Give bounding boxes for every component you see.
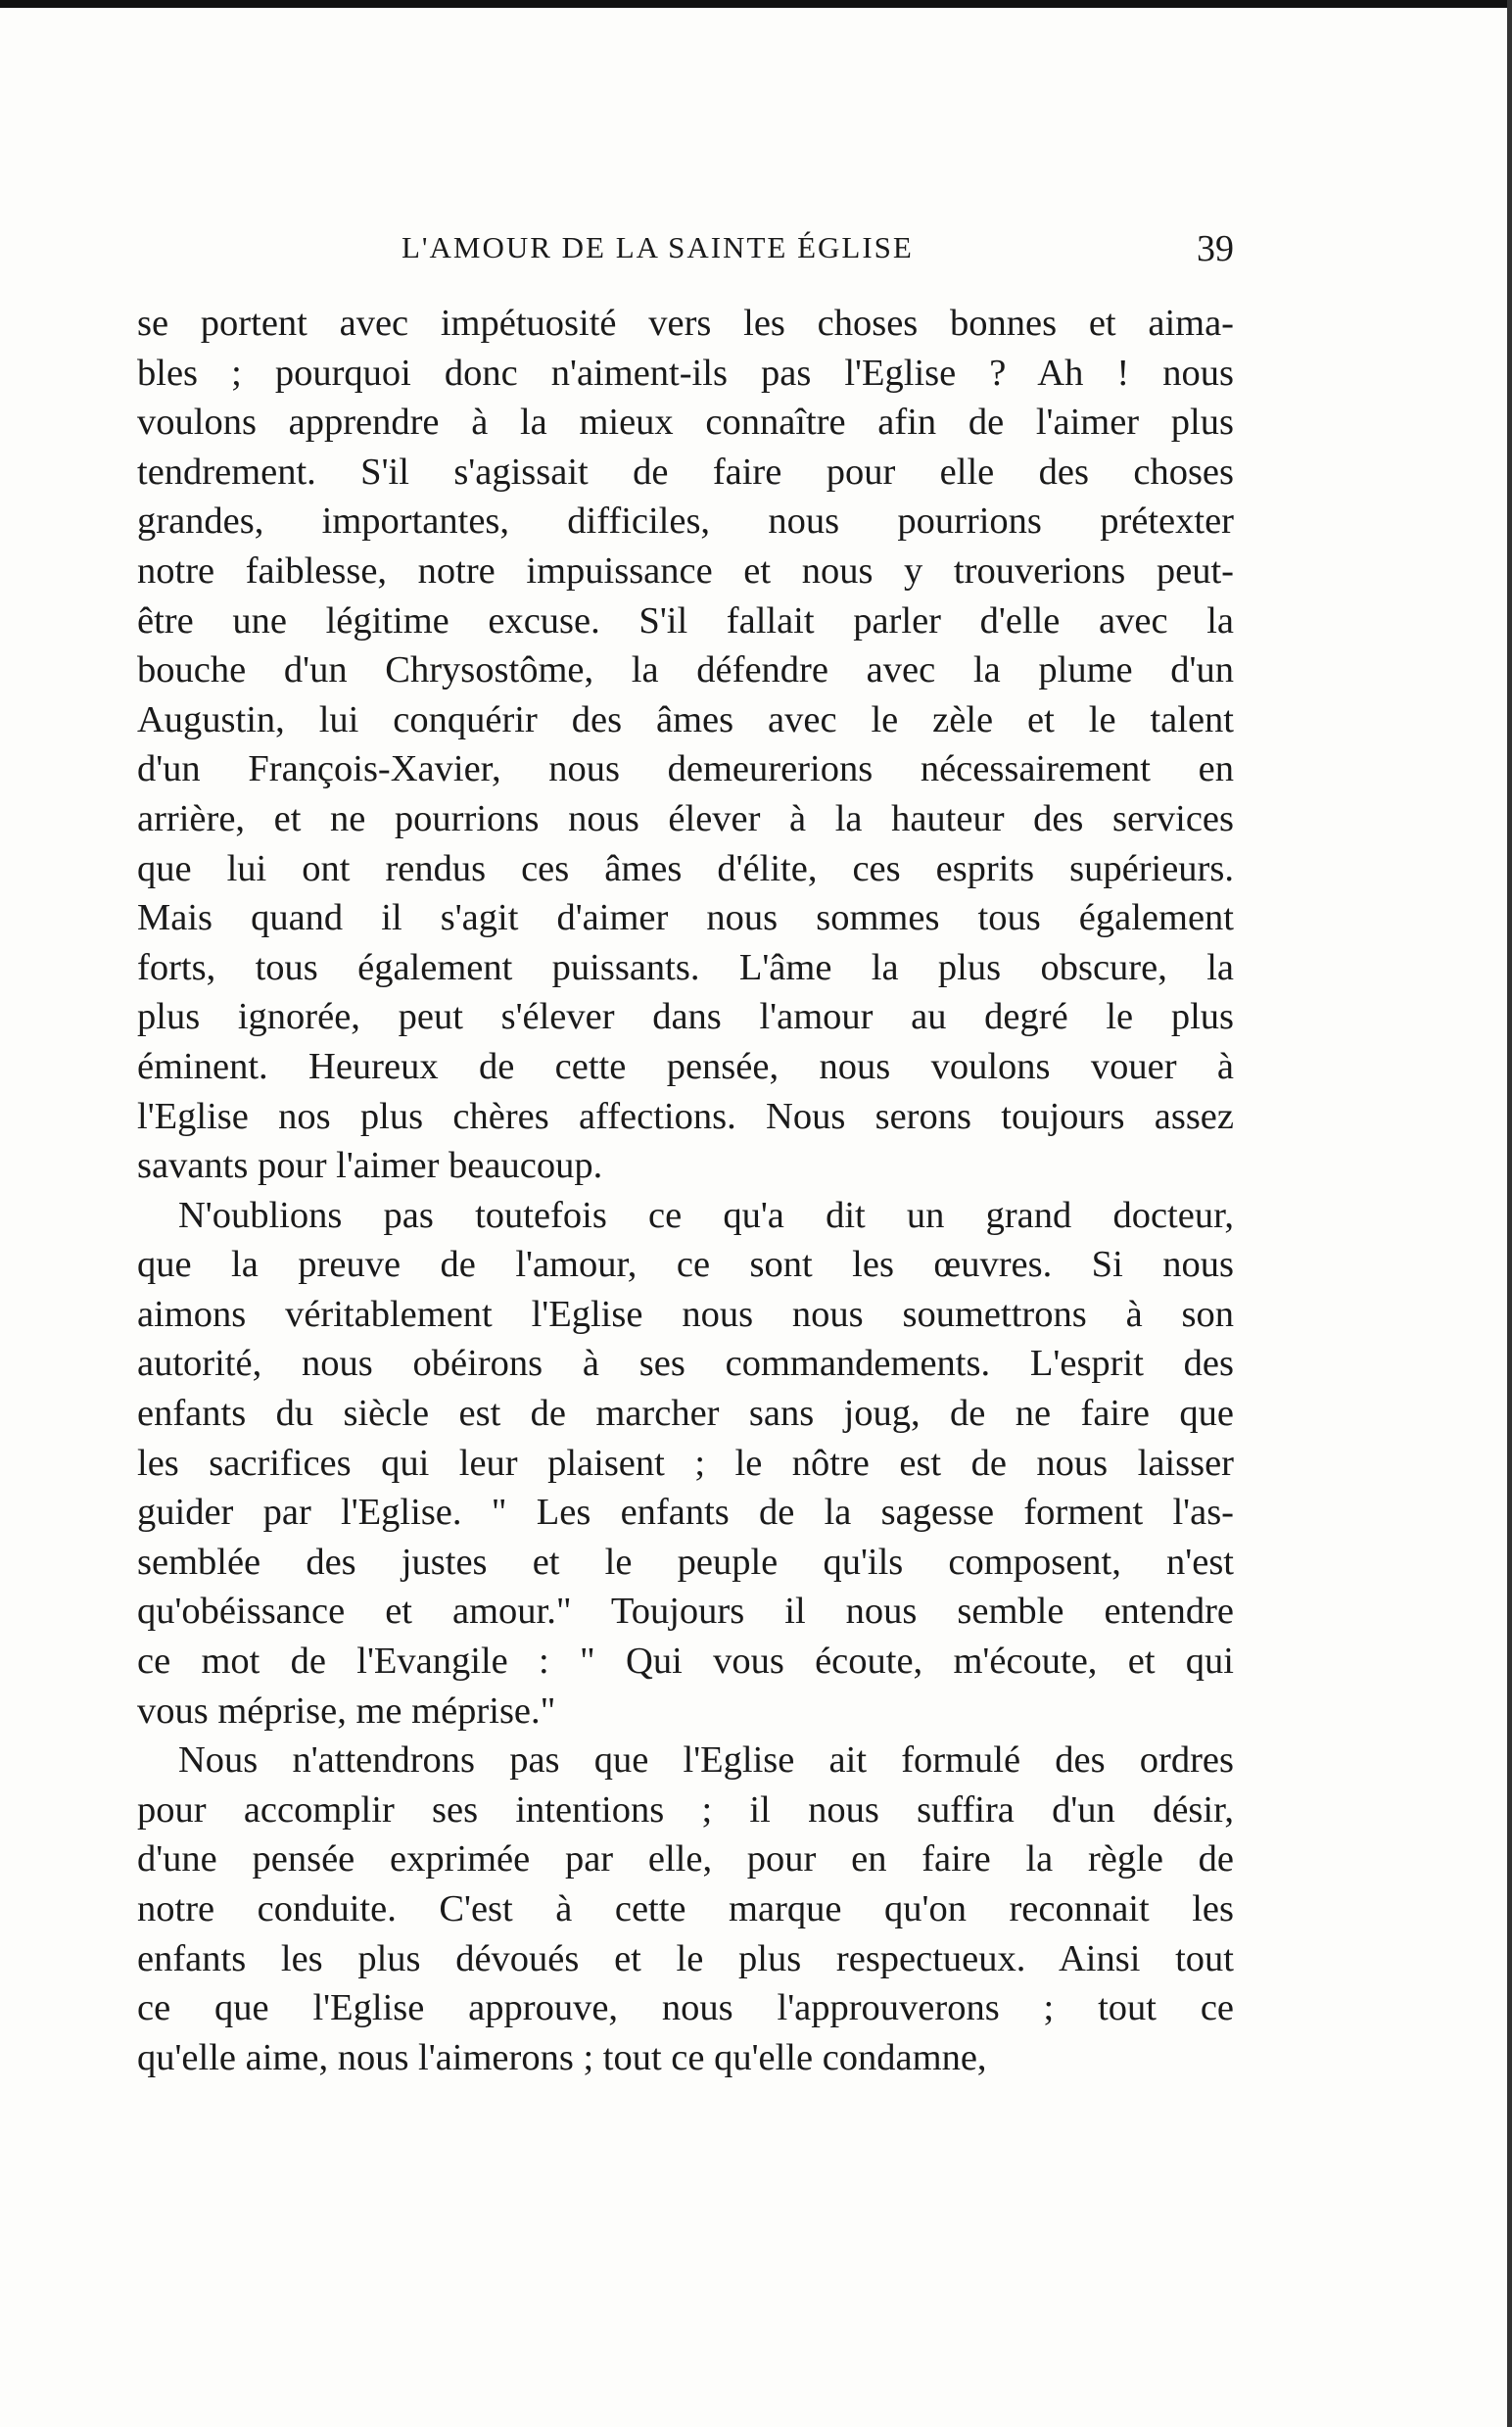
- text-line: l'Eglise nos plus chères affections. Nous serons toujours assez: [137, 1095, 1234, 1137]
- text-line: être une légitime excuse. S'il fallait parler d'elle avec la: [137, 599, 1234, 642]
- text-line: semblée des justes et le peuple qu'ils composent, n'est: [137, 1541, 1234, 1583]
- text-line: ce que l'Eglise approuve, nous l'approuverons ; tout ce: [137, 1987, 1234, 2029]
- text-line: tendrement. S'il s'agissait de faire pour elle des choses: [137, 451, 1234, 493]
- page-number: 39: [1197, 228, 1234, 269]
- text-line: notre faiblesse, notre impuissance et nous y trouverions peut-: [137, 549, 1234, 592]
- text-line: arrière, et ne pourrions nous élever à la hauteur des services: [137, 797, 1234, 839]
- text-line: aimons véritablement l'Eglise nous nous soumettrons à son: [137, 1293, 1234, 1335]
- text-line: Augustin, lui conquérir des âmes avec le zèle et le talent: [137, 698, 1234, 740]
- text-line: qu'elle aime, nous l'aimerons ; tout ce qu'elle condamne,: [137, 2036, 987, 2078]
- scan-top-border: [0, 0, 1512, 8]
- text-line: que la preuve de l'amour, ce sont les œuvres. Si nous: [137, 1244, 1234, 1286]
- text-line: forts, tous également puissants. L'âme la plus obscure, la: [137, 946, 1234, 988]
- text-line: Mais quand il s'agit d'aimer nous sommes tous également: [137, 897, 1234, 939]
- scan-right-edge: [1507, 0, 1512, 2427]
- text-line: bles ; pourquoi donc n'aiment-ils pas l'Eglise ? Ah ! nous: [137, 352, 1234, 394]
- text-line: N'oublions pas toutefois ce qu'a dit un grand docteur,: [178, 1194, 1234, 1236]
- text-line: plus ignorée, peut s'élever dans l'amour au degré le plus: [137, 996, 1234, 1038]
- text-line: qu'obéissance et amour." Toujours il nous semble entendre: [137, 1591, 1234, 1633]
- text-line: Nous n'attendrons pas que l'Eglise ait formulé des ordres: [178, 1739, 1234, 1782]
- text-line: enfants les plus dévoués et le plus respectueux. Ainsi tout: [137, 1937, 1234, 1979]
- paragraph: [137, 1191, 1234, 1737]
- text-line: d'un François-Xavier, nous demeurerions nécessairement en: [137, 748, 1234, 790]
- text-line: enfants du siècle est de marcher sans joug, de ne faire que: [137, 1393, 1234, 1435]
- paragraph: [137, 1736, 1234, 2082]
- text-line: savants pour l'aimer beaucoup.: [137, 1145, 603, 1187]
- text-line: se portent avec impétuosité vers les choses bonnes et aima-: [137, 303, 1234, 344]
- text-line: ce mot de l'Evangile : " Qui vous écoute, m'écoute, et qui: [137, 1641, 1234, 1683]
- text-line: les sacrifices qui leur plaisent ; le nôtre est de nous laisser: [137, 1442, 1234, 1484]
- text-line: éminent. Heureux de cette pensée, nous voulons vouer à: [137, 1045, 1234, 1087]
- paragraph: [137, 299, 1234, 1191]
- running-title: L'AMOUR DE LA SAINTE ÉGLISE: [402, 230, 914, 264]
- text-line: vous méprise, me méprise.": [137, 1689, 556, 1732]
- text-line: pour accomplir ses intentions ; il nous suffira d'un désir,: [137, 1788, 1234, 1831]
- text-line: bouche d'un Chrysostôme, la défendre avec la plume d'un: [137, 649, 1234, 691]
- text-line: grandes, importantes, difficiles, nous pourrions prétexter: [137, 500, 1234, 543]
- text-line: notre conduite. C'est à cette marque qu'on reconnait les: [137, 1888, 1234, 1929]
- text-line: autorité, nous obéirons à ses commandements. L'esprit des: [137, 1343, 1234, 1385]
- body-text: [137, 299, 1234, 2082]
- page-header: [137, 230, 1234, 279]
- text-line: voulons apprendre à la mieux connaître afin de l'aimer plus: [137, 402, 1234, 444]
- text-line: que lui ont rendus ces âmes d'élite, ces esprits supérieurs.: [137, 847, 1234, 889]
- text-line: d'une pensée exprimée par elle, pour en faire la règle de: [137, 1838, 1234, 1880]
- text-line: guider par l'Eglise. " Les enfants de la sagesse forment l'as-: [137, 1492, 1234, 1534]
